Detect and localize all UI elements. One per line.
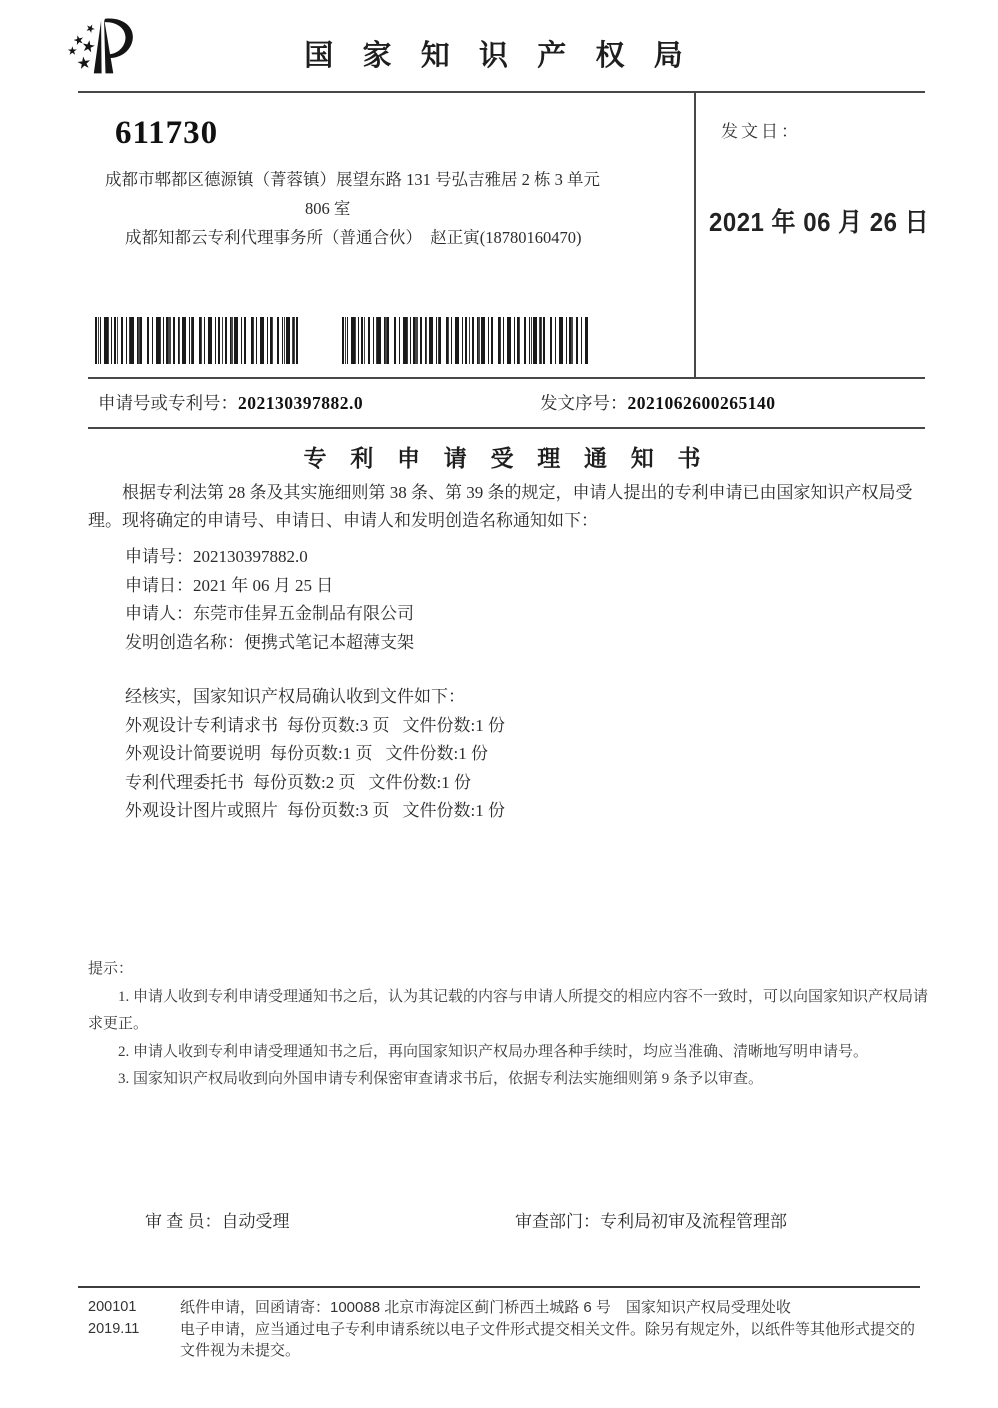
document-name: 专利代理委托书: [125, 772, 244, 792]
signoff-row: [88, 1207, 925, 1237]
detail-label: 申请人：: [125, 604, 193, 623]
dispatch-date-box: [694, 93, 930, 377]
tip-item: 2. 申请人收到专利申请受理通知书之后，再向国家知识产权局办理各种手续时，均应当准确、清晰地写明申请号。: [118, 1043, 869, 1060]
dispatch-date-value: 2021 年 06 月 26 日: [709, 208, 930, 238]
received-intro: 经核实，国家知识产权局确认收到文件如下：: [125, 687, 465, 706]
address-line2: 806 室: [305, 199, 351, 218]
detail-value: 2021 年 06 月 25 日: [193, 575, 334, 595]
examiner-label: 审 查 员：: [145, 1212, 222, 1231]
tips-section: [88, 956, 933, 1094]
detail-row: [125, 629, 928, 658]
document-name: 外观设计图片或照片: [125, 801, 278, 820]
recipient-address: [105, 165, 600, 252]
form-code: 200101: [88, 1299, 137, 1315]
detail-row: [125, 543, 928, 572]
detail-row: [125, 600, 928, 629]
barcode-1: [95, 317, 300, 364]
received-row: [125, 797, 928, 826]
barcode-row: [95, 317, 588, 364]
application-number-group: [98, 390, 363, 415]
application-number-label: 申请号或专利号：: [98, 393, 238, 413]
department-group: [515, 1207, 787, 1232]
detail-label: 发明创造名称：: [125, 632, 244, 652]
application-number: 202130397882.0: [238, 393, 364, 413]
agency-title: 国 家 知 识 产 权 局: [304, 40, 694, 72]
received-documents: [125, 683, 928, 826]
form-codes: [78, 1297, 180, 1362]
detail-row: [125, 572, 928, 601]
document-copies: 文件份数:1 份: [402, 715, 505, 735]
document-copies: 文件份数:1 份: [402, 801, 505, 820]
tip-item: 3. 国家知识产权局收到向外国申请专利保密审查请求书后，依据专利法实施细则第 9 条予以审查。: [118, 1071, 764, 1087]
examiner-group: [145, 1207, 290, 1232]
serial-number: 2021062600265140: [627, 393, 776, 413]
logo-star-icon: [85, 23, 96, 34]
detail-value: 202130397882.0: [193, 547, 308, 566]
received-row: [125, 712, 928, 741]
footer-instructions: [180, 1297, 920, 1362]
notice-intro: 根据专利法第 28 条及其实施细则第 38 条、第 39 条的规定，申请人提出的专利申请已由国家知识产权局受理。现将确定的申请号、申请日、申请人和发明创造名称通知如下：: [88, 483, 913, 530]
form-version: 2019.11: [88, 1320, 140, 1337]
notice-body: [88, 479, 928, 826]
document-pages: 每份页数:3 页: [287, 801, 390, 820]
application-details: [125, 543, 928, 657]
serial-number-label: 发文序号：: [540, 393, 628, 413]
examiner-value: 自动受理: [221, 1212, 290, 1231]
detail-value: 便携式笔记本超薄支架: [244, 632, 414, 652]
agent-line: 成都知都云专利代理事务所（普通合伙） 赵正寅(18780160470): [125, 228, 582, 247]
detail-value: 东莞市佳昇五金制品有限公司: [193, 604, 414, 623]
reference-row: [88, 379, 925, 429]
received-row: [125, 769, 928, 798]
received-row: [125, 740, 928, 769]
document-copies: 文件份数:1 份: [368, 772, 471, 792]
mail-code: 611730: [115, 115, 219, 151]
detail-label: 申请日：: [125, 575, 193, 595]
dispatch-date-label: 发文日：: [721, 122, 801, 141]
detail-label: 申请号：: [125, 547, 193, 566]
document-name: 外观设计简要说明: [125, 744, 261, 763]
tip-item: 1. 申请人收到专利申请受理通知书之后，认为其记载的内容与申请人所提交的相应内容不一致时，可以向国家知识产权局请求更正。: [88, 988, 929, 1032]
document-name: 外观设计专利请求书: [125, 715, 278, 735]
document-pages: 每份页数:2 页: [253, 772, 356, 792]
barcode-2: [342, 317, 588, 364]
recipient-block: [88, 93, 694, 377]
footer-line-electronic: 电子申请，应当通过电子专利申请系统以电子文件形式提交相关文件。除另有规定外，以纸件等其他形式提交的文件视为未提交。: [180, 1320, 916, 1359]
footer: [78, 1286, 920, 1362]
notice-title: 专 利 申 请 受 理 通 知 书: [303, 446, 710, 471]
footer-line-paper: 纸件申请，回函请寄：100088 北京市海淀区蓟门桥西土城路 6 号 国家知识产权局受理处收: [180, 1299, 791, 1316]
document-pages: 每份页数:1 页: [270, 744, 373, 763]
department-label: 审查部门：: [515, 1212, 600, 1231]
tips-label: 提示：: [88, 961, 134, 977]
serial-number-group: [540, 390, 776, 415]
address-date-section: [88, 93, 930, 379]
address-line1: 成都市郫都区德源镇（菁蓉镇）展望东路 131 号弘吉雅居 2 栋 3 单元: [105, 170, 600, 189]
department-value: 专利局初审及流程管理部: [600, 1212, 787, 1231]
document-copies: 文件份数:1 份: [385, 744, 488, 763]
document-pages: 每份页数:3 页: [287, 715, 390, 735]
